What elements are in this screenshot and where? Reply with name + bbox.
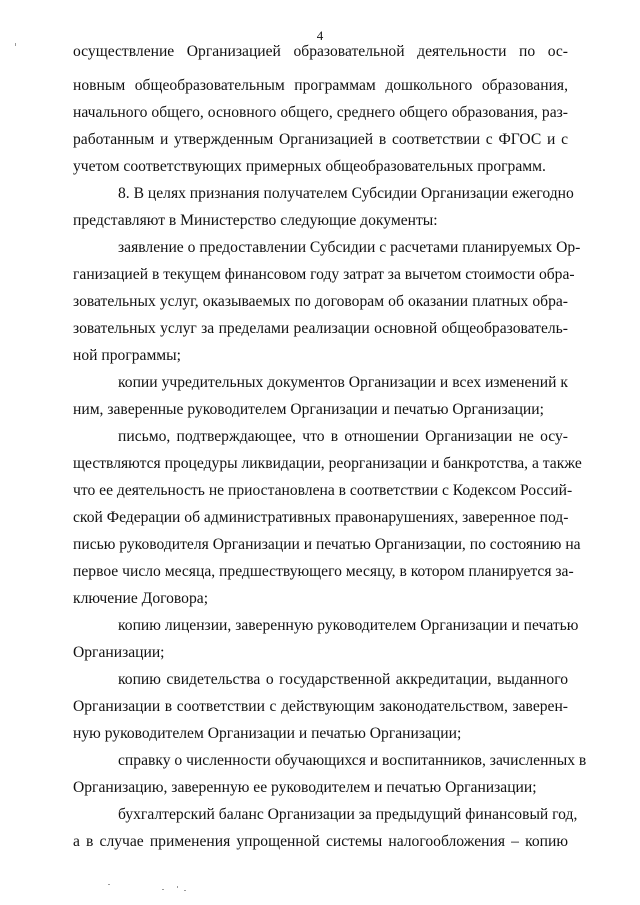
text-line: ной программы; — [73, 347, 181, 364]
text-line: зовательных услуг, оказываемых по договорам об оказании платных обра- — [73, 293, 568, 310]
text-line: копию свидетельства о государственной аккредитации, выданного — [118, 671, 568, 688]
text-line: зовательных услуг за пределами реализации основной общеобразователь- — [73, 320, 568, 337]
scan-speck — [177, 886, 178, 888]
scan-speck — [15, 43, 16, 46]
text-line: начального общего, основного общего, среднего общего образования, раз- — [73, 104, 568, 121]
text-line: справку о численности обучающихся и воспитанников, зачисленных в — [118, 752, 587, 769]
text-line: что ее деятельность не приостановлена в соответствии с Кодексом Россий- — [73, 482, 573, 499]
text-line: заявление о предоставлении Субсидии с расчетами планируемых Ор- — [118, 239, 581, 256]
text-line: писью руководителя Организации и печатью Организации, по состоянию на — [73, 536, 581, 553]
text-line: 8. В целях признания получателем Субсидии Организации ежегодно — [118, 185, 574, 202]
text-line: первое число месяца, предшествующего месяцу, в котором планируется за- — [73, 563, 574, 580]
text-line: осуществление Организацией образовательной деятельности по ос- — [73, 43, 568, 60]
scan-speck — [184, 890, 186, 891]
text-line: Организацию, заверенную ее руководителем и печатью Организации; — [73, 779, 537, 796]
text-line: копию лицензии, заверенную руководителем Организации и печатью — [118, 617, 579, 634]
text-line: Организации в соответствии с действующим законодательством, заверен- — [73, 698, 568, 715]
text-line: ществляются процедуры ликвидации, реорганизации и банкротства, а также — [73, 455, 582, 472]
scan-speck — [162, 889, 164, 890]
text-line: ключение Договора; — [73, 590, 209, 607]
text-line: представляют в Министерство следующие документы: — [73, 212, 438, 229]
page-number: 4 — [316, 28, 324, 43]
text-line: Организации; — [73, 644, 165, 661]
text-line: ганизацией в текущем финансовом году затрат за вычетом стоимости обра- — [73, 266, 575, 283]
text-line: учетом соответствующих примерных общеобразовательных программ. — [73, 158, 546, 175]
text-line: ской Федерации об административных правонарушениях, заверенное под- — [73, 509, 569, 526]
text-line: а в случае применения упрощенной системы налогообложения – копию — [73, 833, 568, 850]
text-line: ним, заверенные руководителем Организации и печатью Организации; — [73, 401, 544, 418]
text-line: работанным и утвержденным Организацией в соответствии с ФГОС и с — [73, 131, 568, 148]
text-line: бухгалтерский баланс Организации за предыдущий финансовый год, — [118, 806, 578, 823]
scan-speck — [108, 884, 110, 885]
text-line: новным общеобразовательным программам дошкольного образования, — [73, 77, 568, 94]
text-line: ную руководителем Организации и печатью Организации; — [73, 725, 462, 742]
text-line: копии учредительных документов Организации и всех изменений к — [118, 374, 568, 391]
text-line: письмо, подтверждающее, что в отношении Организации не осу- — [118, 428, 568, 445]
